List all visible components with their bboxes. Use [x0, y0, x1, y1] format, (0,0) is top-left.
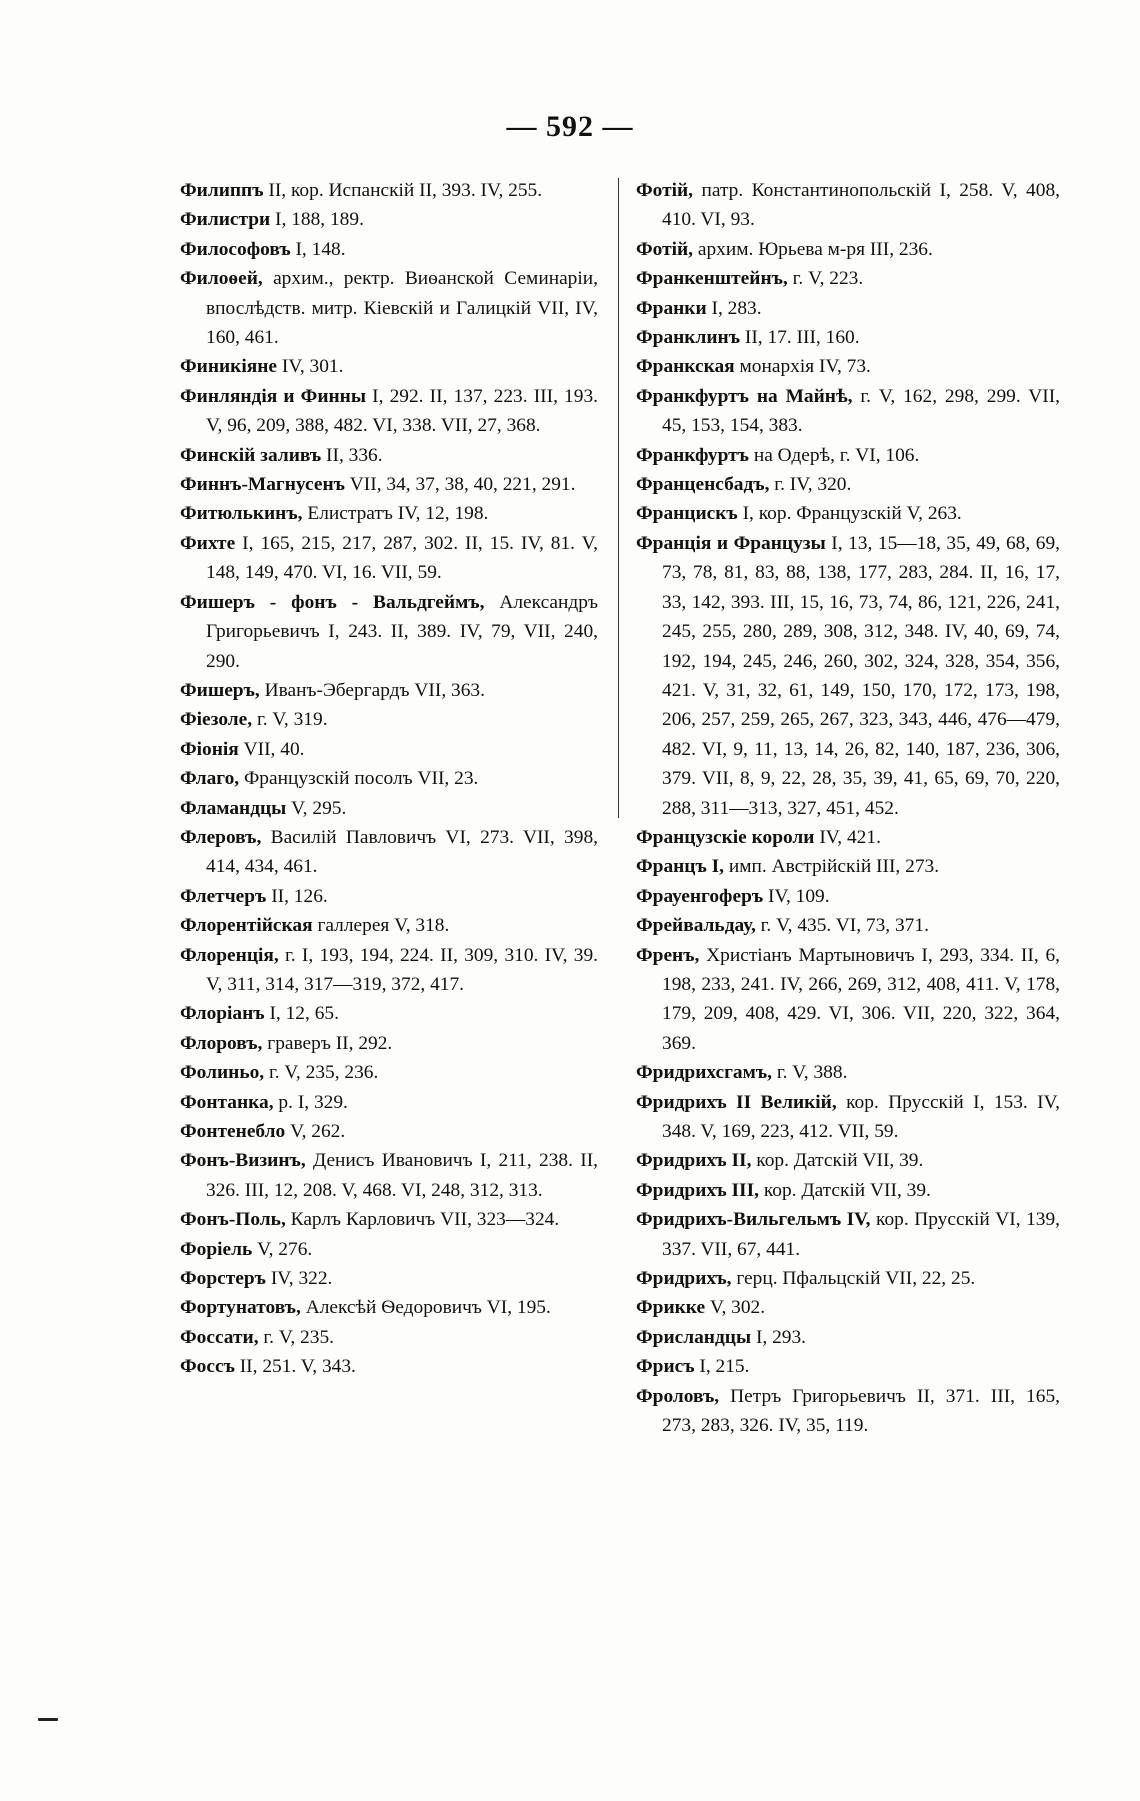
entry-references: VII, 40.: [238, 738, 305, 760]
entry-headword: Фонъ-Визинъ,: [180, 1150, 306, 1172]
entry-references: герц. Пфальцскій VII, 22, 25.: [731, 1268, 976, 1290]
index-entry: [180, 176, 598, 205]
index-entry: [636, 1205, 1060, 1264]
index-entry: [180, 794, 598, 823]
index-entry: [636, 235, 1060, 264]
entry-headword: Фридрихъ,: [636, 1268, 732, 1290]
column-divider: [618, 178, 619, 818]
index-entry: [636, 441, 1060, 470]
entry-headword: Финикіяне: [180, 356, 278, 378]
entry-references: Карлъ Карловичъ VII, 323—324.: [285, 1209, 560, 1231]
entry-references: г. V, 162, 298, 299. VII, 45, 153, 154, 383.: [662, 385, 1061, 437]
index-entry: [636, 1146, 1060, 1175]
entry-references: I, 148.: [290, 238, 346, 260]
index-entry: [180, 1264, 598, 1293]
entry-references: граверъ II, 292.: [262, 1032, 393, 1054]
index-entry: [180, 1205, 598, 1234]
index-entry: [636, 1293, 1060, 1322]
entry-references: V, 302.: [705, 1297, 766, 1319]
index-entry: [180, 676, 598, 705]
entry-headword: Фотій,: [636, 180, 694, 201]
entry-headword: Фоссъ: [180, 1356, 235, 1378]
entry-references: II, 336.: [321, 444, 383, 466]
entry-references: II, кор. Испанскій II, 393. IV, 255.: [263, 180, 543, 201]
entry-references: I, кор. Французскій V, 263.: [737, 503, 962, 525]
index-entry: [180, 1029, 598, 1058]
entry-references: на Одерѣ, г. VI, 106.: [748, 444, 920, 466]
entry-headword: Фрауенгоферъ: [636, 885, 764, 907]
entry-references: Иванъ-Эбергардъ VII, 363.: [259, 679, 485, 701]
entry-references: I, 12, 65.: [264, 1003, 339, 1025]
entry-headword: Фридрихъ II Великій,: [636, 1091, 837, 1113]
index-entry: [180, 705, 598, 734]
entry-headword: Филоѳей,: [180, 268, 263, 290]
entry-references: патр. Константинопольскій I, 258. V, 408, 410. VI, 93.: [662, 180, 1060, 231]
index-entry: [180, 1146, 598, 1205]
index-entry: [636, 882, 1060, 911]
index-entry: [180, 941, 598, 1000]
entry-references: архим., ректр. Виѳанской Семинаріи, впослѣдств. митр. Кіевскій и Галицкій VII, IV, 160, 461.: [206, 268, 598, 349]
entry-headword: Франценсбадъ,: [636, 474, 770, 496]
entry-references: I, 188, 189.: [270, 209, 364, 231]
index-entry: [636, 529, 1060, 823]
entry-headword: Философовъ: [180, 238, 291, 260]
entry-references: IV, 301.: [277, 356, 344, 378]
index-entry: [636, 911, 1060, 940]
entry-headword: Фрисландцы: [636, 1326, 752, 1348]
entry-headword: Французскіе короли: [636, 826, 815, 848]
entry-references: г. IV, 320.: [769, 474, 852, 496]
entry-headword: Фіезоле,: [180, 709, 253, 731]
entry-headword: Франція и Французы: [636, 532, 826, 554]
index-entry: [180, 529, 598, 588]
entry-references: II, 126.: [266, 885, 328, 907]
entry-headword: Флаго,: [180, 768, 240, 790]
entry-headword: Фонтенебло: [180, 1121, 286, 1142]
entry-headword: Фридрихъ II,: [636, 1150, 752, 1172]
index-entry: [636, 1176, 1060, 1205]
entry-headword: Флорентійская: [180, 915, 313, 937]
entry-headword: Флоренція,: [180, 944, 279, 966]
entry-headword: Филиппъ: [180, 180, 264, 201]
entry-headword: Фишеръ - фонъ - Вальдгеймъ,: [180, 591, 485, 613]
index-entry: [180, 764, 598, 793]
index-entry: [180, 1117, 598, 1146]
entry-headword: Фортунатовъ,: [180, 1297, 301, 1319]
index-entry: [636, 1058, 1060, 1087]
index-entry: [180, 1235, 598, 1264]
index-entry: [180, 1293, 598, 1322]
entry-references: I, 283.: [706, 297, 762, 319]
index-entry: [180, 235, 598, 264]
index-column-right: [636, 176, 1060, 1440]
entry-headword: Фридрихъ III,: [636, 1179, 759, 1201]
index-entry: [180, 470, 598, 499]
entry-references: Денисъ Ивановичъ I, 211, 238. II, 326. III, 12, 208. V, 468. VI, 248, 312, 313.: [206, 1150, 598, 1201]
entry-references: IV, 109.: [763, 885, 830, 907]
index-entry: [180, 1058, 598, 1087]
index-entry: [180, 882, 598, 911]
index-entry: [636, 352, 1060, 381]
entry-headword: Фихте: [180, 532, 236, 554]
entry-references: кор. Датскій VII, 39.: [758, 1179, 931, 1201]
entry-headword: Франклинъ: [636, 327, 741, 349]
index-entry: [636, 382, 1060, 441]
entry-headword: Фридрихсгамъ,: [636, 1062, 772, 1084]
index-entry: [636, 1323, 1060, 1352]
entry-references: I, 165, 215, 217, 287, 302. II, 15. IV, 81. V, 148, 149, 470. VI, 16. VII, 59.: [206, 532, 598, 584]
entry-headword: Финнъ-Магнусенъ: [180, 474, 345, 496]
index-entry: [636, 852, 1060, 881]
entry-references: Елистратъ IV, 12, 198.: [302, 503, 489, 525]
entry-headword: Фіонія: [180, 738, 239, 760]
index-entry: [180, 1352, 598, 1381]
index-entry: [180, 823, 598, 882]
entry-references: Французскій посолъ VII, 23.: [239, 768, 479, 790]
entry-headword: Франкенштейнъ,: [636, 268, 788, 290]
entry-headword: Форстеръ: [180, 1268, 266, 1290]
entry-references: V, 276.: [252, 1238, 313, 1260]
index-entry: [180, 352, 598, 381]
entry-headword: Фридрихъ-Вильгельмъ IV,: [636, 1209, 871, 1231]
entry-headword: Франкфуртъ на Майнѣ,: [636, 385, 853, 407]
index-entry: [180, 205, 598, 234]
index-entry: [636, 1382, 1060, 1441]
entry-references: г. V, 388.: [771, 1062, 848, 1084]
entry-references: IV, 322.: [265, 1268, 333, 1290]
index-column-left: [180, 176, 598, 1382]
entry-headword: Финляндія и Финны: [180, 385, 366, 407]
index-entry: [180, 499, 598, 528]
entry-references: II, 251. V, 343.: [234, 1356, 356, 1378]
entry-references: г. V, 223.: [787, 268, 864, 290]
index-entry: [636, 499, 1060, 528]
entry-headword: Фитюлькинъ,: [180, 503, 303, 525]
index-entry: [636, 294, 1060, 323]
entry-headword: Фламандцы: [180, 797, 287, 819]
margin-mark: [38, 1718, 58, 1721]
entry-references: I, 292. II, 137, 223. III, 193. V, 96, 209, 388, 482. VI, 338. VII, 27, 368.: [206, 385, 598, 437]
entry-headword: Финскій заливъ: [180, 444, 322, 466]
index-entry: [636, 176, 1060, 235]
entry-references: архим. Юрьева м-ря III, 236.: [693, 238, 933, 260]
entry-references: Петръ Григорьевичъ II, 371. III, 165, 273, 283, 326. IV, 35, 119.: [662, 1385, 1060, 1437]
entry-headword: Флоровъ,: [180, 1032, 263, 1054]
index-entry: [636, 264, 1060, 293]
entry-references: VII, 34, 37, 38, 40, 221, 291.: [344, 474, 576, 496]
entry-references: р. I, 329.: [273, 1091, 348, 1113]
entry-references: г. V, 235, 236.: [264, 1062, 379, 1084]
index-entry: [180, 264, 598, 352]
entry-headword: Фотій,: [636, 238, 694, 260]
entry-references: г. V, 435. VI, 73, 371.: [755, 915, 929, 937]
entry-references: IV, 421.: [814, 826, 881, 848]
index-entry: [636, 1352, 1060, 1381]
entry-references: г. V, 319.: [252, 709, 328, 731]
page-number: — 592 —: [506, 110, 634, 143]
index-entry: [180, 1088, 598, 1117]
entry-headword: Флеровъ,: [180, 826, 262, 848]
index-entry: [180, 441, 598, 470]
entry-headword: Фолиньо,: [180, 1062, 265, 1084]
index-entry: [180, 382, 598, 441]
entry-references: V, 295.: [286, 797, 347, 819]
entry-headword: Фрейвальдау,: [636, 915, 756, 937]
index-entry: [636, 1264, 1060, 1293]
entry-references: Алексѣй Ѳедоровичъ VI, 195.: [300, 1297, 551, 1319]
entry-references: кор. Прусскій I, 153. IV, 348. V, 169, 223, 412. VII, 59.: [662, 1091, 1060, 1142]
index-entry: [180, 911, 598, 940]
entry-references: I, 13, 15—18, 35, 49, 68, 69, 73, 78, 81, 83, 88, 138, 177, 283, 284. II, 16, 17, 33, 142, 393. III, 15, 16, 73, 74, 86, 121, 226, 241, 245, 255, 280, 289, 308, 312, 348. IV, 40, 69, 74, 192, 194, 245, 246, 260, 302, 324, 328, 354, 356, 421. V, 31, 32, 61, 149, 150, 170, 172, 173, 198, 206, 257, 259, 265, 267, 323, 343, 446, 476—479, 482. VI, 9, 11, 13, 14, 26, 82, 140, 187, 236, 306, 379. VII, 8, 9, 22, 28, 35, 39, 41, 65, 69, 70, 220, 288, 311—313, 327, 451, 452.: [662, 532, 1060, 819]
entry-references: Александръ Григорьевичъ I, 243. II, 389. IV, 79, VII, 240, 290.: [206, 591, 598, 672]
entry-headword: Фонъ-Поль,: [180, 1209, 286, 1231]
entry-references: II, 17. III, 160.: [740, 327, 860, 349]
entry-headword: Фроловъ,: [636, 1385, 720, 1407]
entry-references: I, 215.: [694, 1356, 750, 1378]
index-entry: [636, 323, 1060, 352]
entry-references: г. V, 235.: [258, 1326, 334, 1348]
entry-headword: Франкфуртъ: [636, 444, 749, 466]
entry-headword: Фишеръ,: [180, 679, 260, 701]
entry-references: г. I, 193, 194, 224. II, 309, 310. IV, 39. V, 311, 314, 317—319, 372, 417.: [206, 944, 598, 995]
index-entry: [180, 735, 598, 764]
index-entry: [180, 1323, 598, 1352]
entry-headword: Фонтанка,: [180, 1091, 274, 1113]
entry-headword: Флоріанъ: [180, 1003, 265, 1025]
entry-references: монархія IV, 73.: [734, 356, 871, 378]
entry-headword: Францъ I,: [636, 856, 725, 878]
entry-headword: Фрисъ: [636, 1356, 695, 1378]
index-entry: [180, 999, 598, 1028]
index-entry: [636, 1088, 1060, 1147]
entry-references: кор. Прусскій VI, 139, 337. VII, 67, 441.: [662, 1209, 1061, 1260]
entry-references: V, 262.: [285, 1121, 346, 1142]
entry-references: Василій Павловичъ VI, 273. VII, 398, 414, 434, 461.: [206, 826, 598, 878]
entry-headword: Френъ,: [636, 944, 700, 966]
entry-headword: Филистри: [180, 209, 271, 231]
entry-references: кор. Датскій VII, 39.: [751, 1150, 924, 1172]
entry-headword: Франкская: [636, 356, 735, 378]
index-entry: [636, 823, 1060, 852]
index-entry: [180, 588, 598, 676]
entry-headword: Франки: [636, 297, 707, 319]
entry-headword: Фоссати,: [180, 1326, 259, 1348]
entry-headword: Фрикке: [636, 1297, 706, 1319]
index-entry: [636, 470, 1060, 499]
entry-references: I, 293.: [751, 1326, 807, 1348]
entry-references: имп. Австрійскій III, 273.: [724, 856, 940, 878]
entry-references: галлерея V, 318.: [312, 915, 450, 937]
entry-headword: Флетчеръ: [180, 885, 267, 907]
entry-headword: Форіель: [180, 1238, 253, 1260]
index-entry: [636, 941, 1060, 1059]
entry-references: Христіанъ Мартыновичъ I, 293, 334. II, 6, 198, 233, 241. IV, 266, 269, 312, 408, 411. V, 178, 179, 209, 408, 429. VI, 306. VII, 220, 322, 364, 369.: [662, 944, 1060, 1054]
entry-headword: Францискъ: [636, 503, 738, 525]
